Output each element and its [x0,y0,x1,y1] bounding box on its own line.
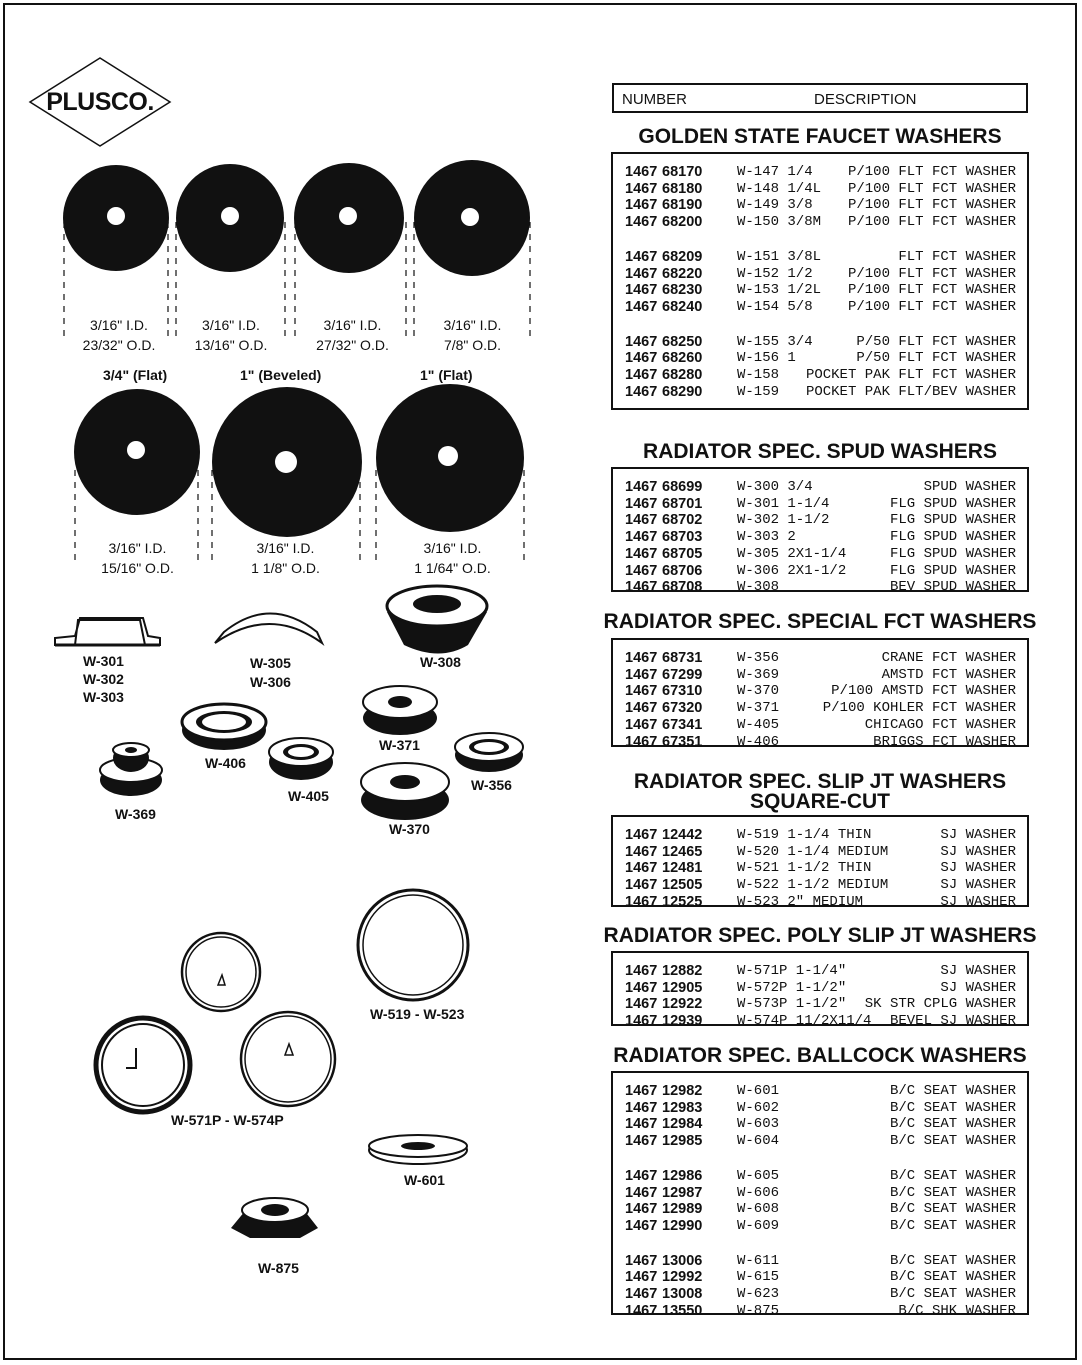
prefix-number: 1467 [625,650,658,666]
table-row [613,563,1027,579]
prefix-number: 1467 [625,265,658,282]
prefix-number: 1467 [625,529,658,546]
prefix-number: 1467 [625,827,658,843]
item-number: 12987 [662,1184,703,1201]
table-row [613,1269,1027,1285]
part-code: W-574P 11/2X11/4 [737,1013,872,1030]
part-code: W-151 3/8L [737,248,822,265]
section-title: RADIATOR SPEC. SPUD WASHERS [643,440,997,463]
item-description: B/C SEAT WASHER [889,1116,1016,1133]
size-title-1: 3/4" (Flat) [103,367,168,383]
row2-dim-2 [238,538,333,578]
table-row [613,181,1027,197]
item-description: POCKET PAK FLT/BEV WASHER [805,383,1016,400]
prefix-number: 1467 [625,1201,658,1218]
part-code: W-303 2 [737,529,796,546]
item-number: 67299 [662,666,703,683]
part-label: W-406 [205,755,246,771]
item-description: AMSTD FCT WASHER [881,666,1016,683]
table-row [613,350,1027,366]
table-row [613,299,1027,315]
prefix-number: 1467 [625,197,658,214]
id-label: 3/16" I.D. [90,317,148,333]
part-code: W-520 1-1/4 MEDIUM [737,843,889,860]
item-number: 12989 [662,1201,703,1218]
part-label: W-303 [83,689,124,705]
table-row [613,529,1027,545]
section-table [611,951,1029,1030]
prefix-number: 1467 [625,979,658,996]
prefix-number: 1467 [625,164,658,180]
item-number: 68170 [662,164,703,180]
part-label: W-306 [250,674,291,690]
row1-dim-3 [305,315,400,355]
item-description: SJ WASHER [940,893,1016,910]
item-description: B/C SEAT WASHER [889,1252,1016,1269]
item-description: B/C SEAT WASHER [889,1167,1016,1184]
item-description: P/100 FLT FCT WASHER [847,214,1016,231]
item-number: 12481 [662,860,703,877]
prefix-number: 1467 [625,298,658,315]
section-title: GOLDEN STATE FAUCET WASHERS [638,125,1002,148]
prefix-number: 1467 [625,214,658,231]
part-label: W-301 [83,653,124,669]
item-number: 12939 [662,1013,703,1030]
section-title: RADIATOR SPEC. SPECIAL FCT WASHERS [603,610,1037,633]
item-number: 12986 [662,1167,703,1184]
part-code: W-147 1/4 [737,164,813,180]
part-code: W-604 [737,1133,780,1150]
part-code: W-406 [737,733,780,750]
part-label: W-601 [404,1172,445,1188]
section-subtitle: SQUARE-CUT [750,790,890,813]
table-row [613,963,1027,979]
prefix-number: 1467 [625,282,658,299]
part-code: W-301 1-1/4 [737,495,830,512]
prefix-number: 1467 [625,843,658,860]
description-header: DESCRIPTION [814,91,917,108]
table-row [613,384,1027,400]
item-number: 12985 [662,1133,703,1150]
column-header [612,83,1028,113]
prefix-number: 1467 [625,1302,658,1319]
prefix-number: 1467 [625,1133,658,1150]
item-description: B/C SEAT WASHER [889,1133,1016,1150]
prefix-number: 1467 [625,1252,658,1269]
part-code: W-601 [737,1083,780,1099]
section-table [611,638,1029,750]
table-row [613,214,1027,230]
item-number: 68230 [662,282,703,299]
table-row [613,579,1027,595]
item-description: SJ WASHER [940,843,1016,860]
item-description: P/100 FLT FCT WASHER [847,180,1016,197]
part-code: W-608 [737,1201,780,1218]
id-label: 3/16" I.D. [423,540,482,556]
prefix-number: 1467 [625,579,658,596]
item-number: 68209 [662,248,703,265]
item-description: B/C SHK WASHER [898,1302,1016,1319]
prefix-number: 1467 [625,1184,658,1201]
item-number: 68260 [662,350,703,367]
part-code: W-623 [737,1286,780,1302]
part-label: W-308 [420,654,461,670]
item-description: P/100 FLT FCT WASHER [847,197,1016,214]
prefix-number: 1467 [625,545,658,562]
od-label: 1 1/8" O.D. [251,560,320,576]
item-description: B/C SEAT WASHER [889,1099,1016,1116]
table-row [613,479,1027,495]
part-code: W-302 1-1/2 [737,512,830,529]
prefix-number: 1467 [625,666,658,683]
item-number: 12882 [662,963,703,979]
prefix-number: 1467 [625,367,658,383]
part-code: W-875 [737,1302,780,1319]
section-title: RADIATOR SPEC. BALLCOCK WASHERS [613,1044,1027,1067]
row2-dim-3 [405,538,500,578]
part-label: W-571P - W-574P [171,1112,284,1128]
prefix-number: 1467 [625,1167,658,1184]
part-code: W-155 3/4 [737,333,813,350]
part-code: W-305 2X1-1/4 [737,545,847,562]
table-row [613,1013,1027,1029]
item-number: 68703 [662,529,703,546]
item-description: SJ WASHER [940,860,1016,877]
prefix-number: 1467 [625,479,658,495]
od-label: 7/8" O.D. [443,337,502,353]
prefix-number: 1467 [625,1116,658,1133]
item-number: 12525 [662,893,703,910]
prefix-number: 1467 [625,248,658,265]
prefix-number: 1467 [625,1083,658,1099]
item-number: 13006 [662,1252,703,1269]
part-label: W-356 [471,777,512,793]
item-number: 12992 [662,1269,703,1286]
table-row [613,1201,1027,1217]
flat-washer-row1 [63,160,530,276]
table-row [613,827,1027,843]
item-description: B/C SEAT WASHER [889,1083,1016,1099]
item-number: 12983 [662,1099,703,1116]
item-number: 68699 [662,479,703,495]
prefix-number: 1467 [625,700,658,717]
item-description: P/100 KOHLER FCT WASHER [822,700,1016,717]
item-description: SJ WASHER [940,963,1016,979]
item-description: FLG SPUD WASHER [889,562,1016,579]
item-number: 12442 [662,827,703,843]
item-description: SJ WASHER [940,979,1016,996]
item-number: 12905 [662,979,703,996]
item-number: 12465 [662,843,703,860]
item-description: B/C SEAT WASHER [889,1201,1016,1218]
prefix-number: 1467 [625,180,658,197]
item-number: 68701 [662,495,703,512]
item-description: FLG SPUD WASHER [889,545,1016,562]
part-code: W-369 [737,666,780,683]
od-label: 23/32" O.D. [82,337,156,353]
item-description: BEVEL SJ WASHER [889,1013,1016,1030]
logo-text: PLUSCO. [46,88,154,116]
part-code: W-522 1-1/2 MEDIUM [737,877,889,894]
table-row [613,996,1027,1012]
part-label: W-369 [115,806,156,822]
row1-dim-4 [425,315,520,355]
table-row [613,334,1027,350]
part-label: W-302 [83,671,124,687]
table-row [613,844,1027,860]
item-number: 68220 [662,265,703,282]
prefix-number: 1467 [625,996,658,1013]
prefix-number: 1467 [625,1013,658,1030]
part-code: W-571P 1-1/4" [737,963,847,979]
item-description: FLG SPUD WASHER [889,529,1016,546]
prefix-number: 1467 [625,683,658,700]
section-title: RADIATOR SPEC. POLY SLIP JT WASHERS [603,924,1037,947]
od-label: 27/32" O.D. [316,337,389,353]
table-row [613,282,1027,298]
item-description: SK STR CPLG WASHER [864,996,1016,1013]
section-table [611,152,1029,410]
prefix-number: 1467 [625,350,658,367]
number-header: NUMBER [622,91,688,108]
id-label: 3/16" I.D. [202,317,260,333]
table-row [613,894,1027,910]
flat-washer-row2 [74,384,524,537]
part-code: W-519 1-1/4 THIN [737,827,872,843]
table-row [613,367,1027,383]
table-row [613,1286,1027,1302]
id-label: 3/16" I.D. [256,540,315,556]
item-description: FLG SPUD WASHER [889,495,1016,512]
item-description: SJ WASHER [940,877,1016,894]
table-row [613,734,1027,750]
part-code: W-148 1/4L [737,180,822,197]
od-label: 1 1/64" O.D. [414,560,491,576]
table-row [613,512,1027,528]
table-row [613,650,1027,666]
item-number: 68190 [662,197,703,214]
table-row [613,1218,1027,1234]
prefix-number: 1467 [625,1099,658,1116]
id-label: 3/16" I.D. [323,317,382,333]
item-number: 67320 [662,700,703,717]
part-code: W-306 2X1-1/2 [737,562,847,579]
item-number: 12984 [662,1116,703,1133]
id-label: 3/16" I.D. [443,317,502,333]
prefix-number: 1467 [625,1269,658,1286]
row1-dim-1 [74,315,164,355]
part-code: W-371 [737,700,780,717]
od-label: 13/16" O.D. [194,337,268,353]
part-label: W-371 [379,737,420,753]
part-code: W-523 2" MEDIUM [737,893,864,910]
item-description: B/C SEAT WASHER [889,1286,1016,1302]
table-row [613,164,1027,180]
item-description: SPUD WASHER [923,479,1016,495]
table-row [613,546,1027,562]
id-label: 3/16" I.D. [108,540,167,556]
section-table [611,1071,1029,1319]
part-code: W-603 [737,1116,780,1133]
item-number: 68240 [662,298,703,315]
item-description: P/100 FLT FCT WASHER [847,265,1016,282]
row2-dim-1 [90,538,185,578]
item-number: 68702 [662,512,703,529]
item-description: BRIGGS FCT WASHER [873,733,1016,750]
part-code: W-153 1/2L [737,282,822,299]
part-code: W-159 [737,383,780,400]
part-code: W-605 [737,1167,780,1184]
part-code: W-615 [737,1269,780,1286]
item-description: FLG SPUD WASHER [889,512,1016,529]
part-code: W-152 1/2 [737,265,813,282]
table-row [613,1133,1027,1149]
table-row [613,1303,1027,1319]
row1-dim-2 [186,315,276,355]
item-number: 13008 [662,1286,703,1302]
part-code: W-611 [737,1252,780,1269]
item-description: P/100 FLT FCT WASHER [847,282,1016,299]
prefix-number: 1467 [625,860,658,877]
part-code: W-602 [737,1099,780,1116]
table-row [613,667,1027,683]
table-row [613,1185,1027,1201]
item-description: FLT FCT WASHER [898,248,1016,265]
part-label: W-405 [288,788,329,804]
table-row [613,860,1027,876]
prefix-number: 1467 [625,716,658,733]
table-row [613,197,1027,213]
item-number: 68708 [662,579,703,596]
item-number: 13550 [662,1302,703,1319]
prefix-number: 1467 [625,1217,658,1234]
prefix-number: 1467 [625,383,658,400]
prefix-number: 1467 [625,877,658,894]
table-row [613,1253,1027,1269]
prefix-number: 1467 [625,495,658,512]
part-code: W-572P 1-1/2" [737,979,847,996]
item-description: P/50 FLT FCT WASHER [856,350,1016,367]
item-description: P/50 FLT FCT WASHER [856,333,1016,350]
part-code: W-609 [737,1217,780,1234]
od-label: 15/16" O.D. [101,560,174,576]
item-description: CHICAGO FCT WASHER [864,716,1016,733]
item-number: 68250 [662,333,703,350]
table-row [613,1168,1027,1184]
part-code: W-370 [737,683,780,700]
prefix-number: 1467 [625,893,658,910]
part-label: W-875 [258,1260,299,1276]
item-description: P/100 FLT FCT WASHER [847,298,1016,315]
item-number: 68731 [662,650,703,666]
part-code: W-156 1 [737,350,796,367]
prefix-number: 1467 [625,333,658,350]
prefix-number: 1467 [625,562,658,579]
item-description: SJ WASHER [940,827,1016,843]
section-title: RADIATOR SPEC. SLIP JT WASHERS [633,770,1007,793]
item-description: P/100 AMSTD FCT WASHER [831,683,1016,700]
item-number: 12922 [662,996,703,1013]
prefix-number: 1467 [625,1286,658,1302]
item-number: 68290 [662,383,703,400]
table-row [613,496,1027,512]
part-code: W-149 3/8 [737,197,813,214]
item-number: 68706 [662,562,703,579]
table-row [613,1116,1027,1132]
item-number: 68280 [662,367,703,383]
table-row [613,683,1027,699]
prefix-number: 1467 [625,963,658,979]
table-row [613,1083,1027,1099]
size-title-2: 1" (Beveled) [240,367,322,383]
table-row [613,980,1027,996]
item-description: B/C SEAT WASHER [889,1269,1016,1286]
part-code: W-356 [737,650,780,666]
part-label: W-519 - W-523 [370,1006,465,1022]
item-number: 68705 [662,545,703,562]
part-label: W-305 [250,655,291,671]
part-code: W-606 [737,1184,780,1201]
item-number: 12982 [662,1083,703,1099]
item-number: 68180 [662,180,703,197]
item-number: 12505 [662,877,703,894]
prefix-number: 1467 [625,512,658,529]
part-code: W-300 3/4 [737,479,813,495]
part-code: W-154 5/8 [737,298,813,315]
table-row [613,700,1027,716]
table-row [613,1100,1027,1116]
section-table [611,467,1029,596]
part-code: W-573P 1-1/2" [737,996,847,1013]
size-title-3: 1" (Flat) [420,367,473,383]
table-row [613,717,1027,733]
item-description: CRANE FCT WASHER [881,650,1016,666]
table-row [613,266,1027,282]
part-code: W-150 3/8M [737,214,822,231]
item-description: B/C SEAT WASHER [889,1184,1016,1201]
item-number: 67310 [662,683,703,700]
section-table [611,815,1029,910]
table-row [613,877,1027,893]
part-label: W-370 [389,821,430,837]
item-description: BEV SPUD WASHER [889,579,1016,596]
table-row [613,249,1027,265]
item-number: 67341 [662,716,703,733]
item-description: POCKET PAK FLT FCT WASHER [805,367,1016,383]
part-code: W-521 1-1/2 THIN [737,860,872,877]
item-number: 12990 [662,1217,703,1234]
part-code: W-405 [737,716,780,733]
item-number: 68200 [662,214,703,231]
part-code: W-308 [737,579,780,596]
item-number: 67351 [662,733,703,750]
item-description: B/C SEAT WASHER [889,1217,1016,1234]
part-code: W-158 [737,367,780,383]
prefix-number: 1467 [625,733,658,750]
item-description: P/100 FLT FCT WASHER [847,164,1016,180]
